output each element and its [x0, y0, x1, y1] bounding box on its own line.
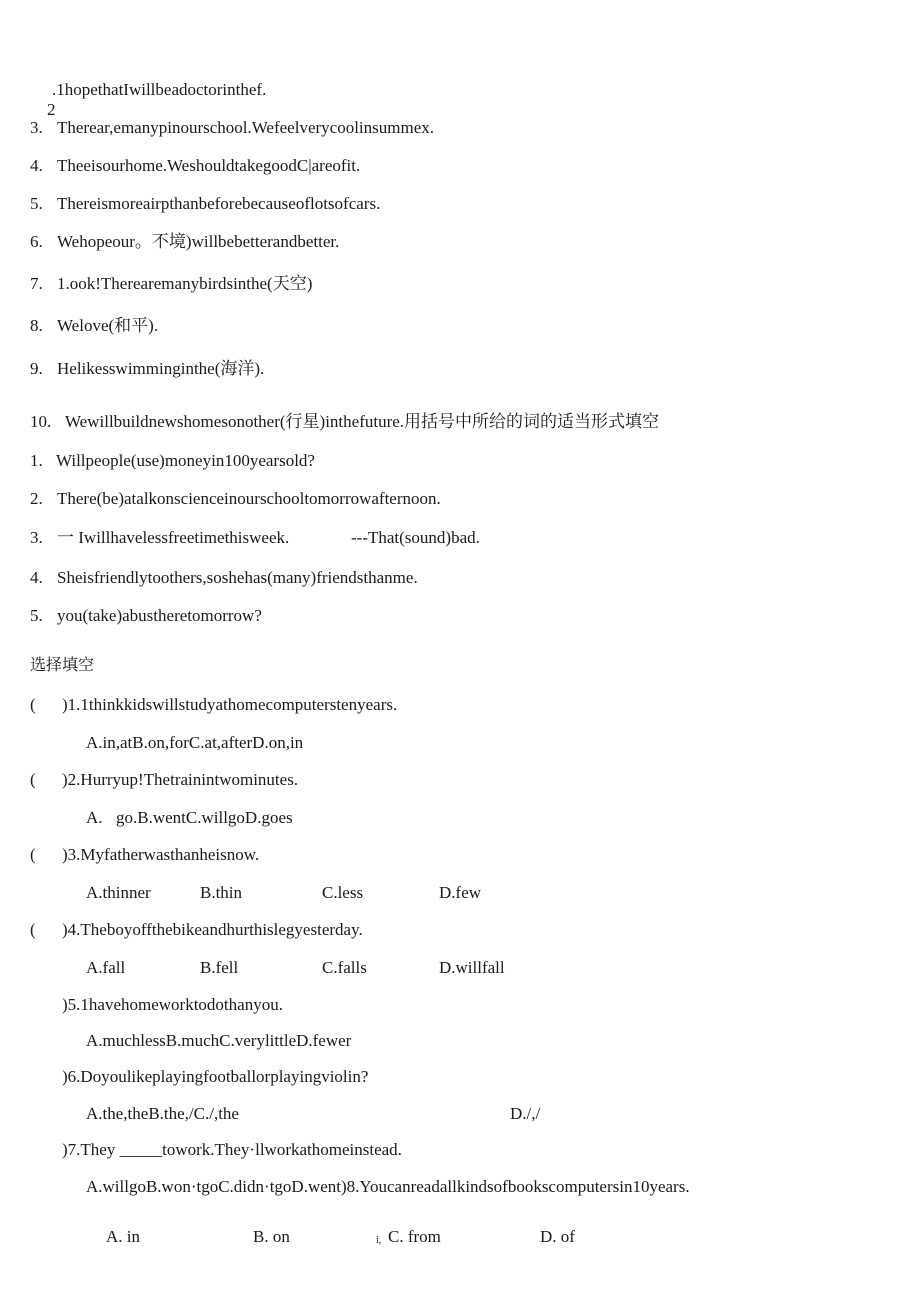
option-d: D./,/ [510, 1104, 541, 1123]
question-stem: )2.Hurryup!Thetrainintwominutes. [62, 770, 299, 789]
question-number: 9. [30, 359, 43, 378]
option-c: C.less [322, 883, 364, 902]
question-number: 4. [30, 568, 43, 587]
question-stem: )4.Theboyoffthebikeandhurthislegyesterday. [62, 920, 363, 939]
question-text: Theeisourhome.WeshouldtakegoodC|areofit. [57, 156, 361, 175]
question-options: A.willgoB.won·tgoC.didn·tgoD.went)8.Youcanreadallkindsofbookscomputersin10years. [86, 1177, 690, 1196]
question-number: 3. [30, 118, 43, 137]
option-d: D.few [439, 883, 482, 902]
question-stem: )5.1havehomeworktodothanyou. [62, 995, 283, 1014]
question-text: Welove(和平). [57, 316, 159, 335]
question-text: 一 Iwillhavelessfreetimethisweek. [57, 528, 290, 547]
question-number: 5. [30, 194, 43, 213]
option-a: A. [86, 808, 103, 827]
question-stem: )3.Myfatherwasthanheisnow. [62, 845, 260, 864]
answer-paren: ( [30, 770, 36, 789]
option-b: B.fell [200, 958, 239, 977]
option-b: B.thin [200, 883, 243, 902]
option-c: C.falls [322, 958, 367, 977]
question-text: Wehopeour。不境)willbebetterandbetter. [57, 232, 340, 251]
answer-paren: ( [30, 695, 36, 714]
question-text: Willpeople(use)moneyin100yearsold? [56, 451, 315, 470]
question-stem: )7.They _____towork.They·llworkathomeinstead. [62, 1140, 402, 1159]
question-number: 1. [30, 451, 43, 470]
question-number: 6. [30, 232, 43, 251]
question-text: 1.ook!Therearemanybirdsinthe(天空) [57, 274, 313, 293]
question-text: Therear,emanypinourschool.Wefeelverycoolinsummex. [57, 118, 435, 137]
question-options: A.muchlessB.muchC.verylittleD.fewer [86, 1031, 352, 1050]
question-options: A.in,atB.on,forC.at,afterD.on,in [86, 733, 304, 752]
reply-text: ---That(sound)bad. [351, 528, 480, 547]
option-a: A.fall [86, 958, 126, 977]
option-d: D.willfall [439, 958, 505, 977]
question-number: 3. [30, 528, 43, 547]
question-text: Sheisfriendlytoothers,soshehas(many)friendsthanme. [57, 568, 418, 587]
answer-paren: ( [30, 920, 36, 939]
question-number: 7. [30, 274, 43, 293]
option-b: B. on [253, 1227, 290, 1246]
question-options: A.the,theB.the,/C./,the [86, 1104, 239, 1123]
question-text: you(take)abustheretomorrow? [57, 606, 262, 625]
question-number: 2. [30, 489, 43, 508]
section-heading: 选择填空 [30, 655, 95, 674]
option-d: D. of [540, 1227, 575, 1246]
question-text: Helikesswimminginthe(海洋). [57, 359, 265, 378]
question-line: 2 [47, 100, 56, 119]
question-number: 5. [30, 606, 43, 625]
question-stem: )1.1thinkkidswillstudyathomecomputerstenyears. [62, 695, 398, 714]
question-number: 10. [30, 412, 52, 431]
question-text: There(be)atalkonscienceinourschooltomorrowafternoon. [57, 489, 441, 508]
question-number: 8. [30, 316, 43, 335]
question-text: Thereismoreairpthanbeforebecauseoflotsofcars. [57, 194, 381, 213]
question-stem: )6.Doyoulikeplayingfootballorplayingviolin? [62, 1067, 369, 1086]
option-c: C. from [388, 1227, 441, 1246]
option-a: A. in [106, 1227, 140, 1246]
question-number: 4. [30, 156, 43, 175]
stray-mark: i, [376, 1235, 382, 1246]
answer-paren: ( [30, 845, 36, 864]
question-text: Wewillbuildnewshomesonother(行星)inthefuture.用括号中所给的词的适当形式填空 [65, 412, 660, 431]
question-options: go.B.wentC.willgoD.goes [116, 808, 293, 827]
option-a: A.thinner [86, 883, 151, 902]
question-text: .1hopethatIwillbeadoctorinthef. [52, 80, 267, 99]
